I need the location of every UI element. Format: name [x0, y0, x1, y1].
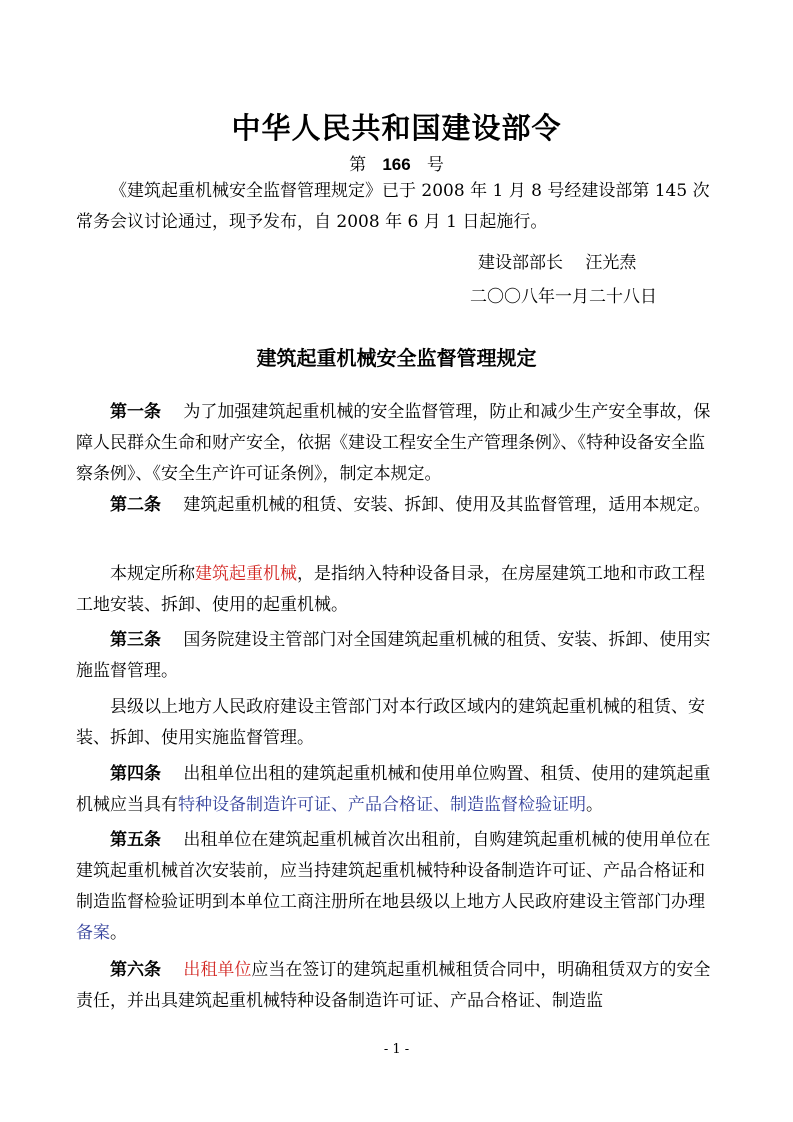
article-3-paragraph-2: 县级以上地方人民政府建设主管部门对本行政区域内的建筑起重机械的租赁、安装、拆卸、使用实施监督管理。	[76, 697, 705, 748]
article-text-start: 出租单位在建筑起重机械首次出租前，自购建筑起重机械的使用单位在建筑起重机械首次安装前，应当持建筑起重机械特种设备制造许可证、产品合格证和制造监督检验证明到本单位工商注册所在地县级以上地方人民政府建设主管部门办理	[76, 830, 711, 912]
article-text-end: 。	[110, 923, 127, 943]
article-label: 第六条	[110, 960, 161, 980]
article-text-end: 。	[586, 795, 603, 815]
regulation-title: 建筑起重机械安全监督管理规定	[256, 346, 537, 370]
decree-number-value: 166	[382, 155, 411, 174]
article-label: 第一条	[110, 402, 161, 422]
article-label: 第三条	[110, 630, 161, 650]
paragraph-text-end: ，是指纳入特种设备目录，在房屋建筑工地和市政工程工地安装、拆卸、使用的起重机械。	[76, 564, 705, 615]
signer: 建设部部长 汪光焘	[478, 253, 637, 273]
decree-number-prefix: 第	[349, 155, 367, 175]
article-text: 建筑起重机械的租赁、安装、拆卸、使用及其监督管理，适用本规定。	[183, 495, 711, 515]
article-4	[76, 759, 716, 821]
signing-date: 二〇〇八年一月二十八日	[470, 287, 657, 307]
article-label: 第二条	[110, 495, 161, 515]
highlighted-term: 特种设备制造许可证、产品合格证、制造监督检验证明	[178, 795, 586, 815]
highlighted-term: 建筑起重机械	[195, 564, 297, 584]
preamble-text: 《建筑起重机械安全监督管理规定》已于 2008 年 1 月 8 号经建设部第 145 次常务会议讨论通过，现予发布，自 2008 年 6 月 1 日起施行。	[76, 181, 710, 232]
article-text-end: 应当在签订的建筑起重机械租赁合同中，明确租赁双方的安全责任，并出具建筑起重机械特种设备制造许可证、产品合格证、制造监	[76, 960, 711, 1011]
page-number: - 1 -	[383, 1042, 410, 1057]
article-label: 第四条	[110, 764, 161, 784]
article-6	[76, 955, 716, 1017]
article-1	[76, 397, 716, 490]
article-5	[76, 825, 716, 949]
article-2	[76, 490, 716, 521]
article-2-paragraph-2	[76, 559, 716, 621]
article-label: 第五条	[110, 830, 161, 850]
article-text: 为了加强建筑起重机械的安全监督管理，防止和减少生产安全事故，保障人民群众生命和财产安全，依据《建设工程安全生产管理条例》、《特种设备安全监察条例》、《安全生产许可证条例》，制定本规定。	[76, 402, 711, 484]
article-text: 国务院建设主管部门对全国建筑起重机械的租赁、安装、拆卸、使用实施监督管理。	[76, 630, 711, 681]
decree-number-suffix: 号	[426, 155, 444, 175]
decree-title: 中华人民共和国建设部令	[231, 111, 562, 145]
decree-number	[0, 150, 793, 175]
paragraph-text-start: 本规定所称	[110, 564, 195, 584]
highlighted-term: 出租单位	[183, 960, 252, 980]
article-3	[76, 625, 716, 687]
highlighted-term: 备案	[76, 923, 110, 943]
article-text-start: 出租单位出租的建筑起重机械和使用单位购置、租赁、使用的建筑起重机械应当具有	[76, 764, 711, 815]
